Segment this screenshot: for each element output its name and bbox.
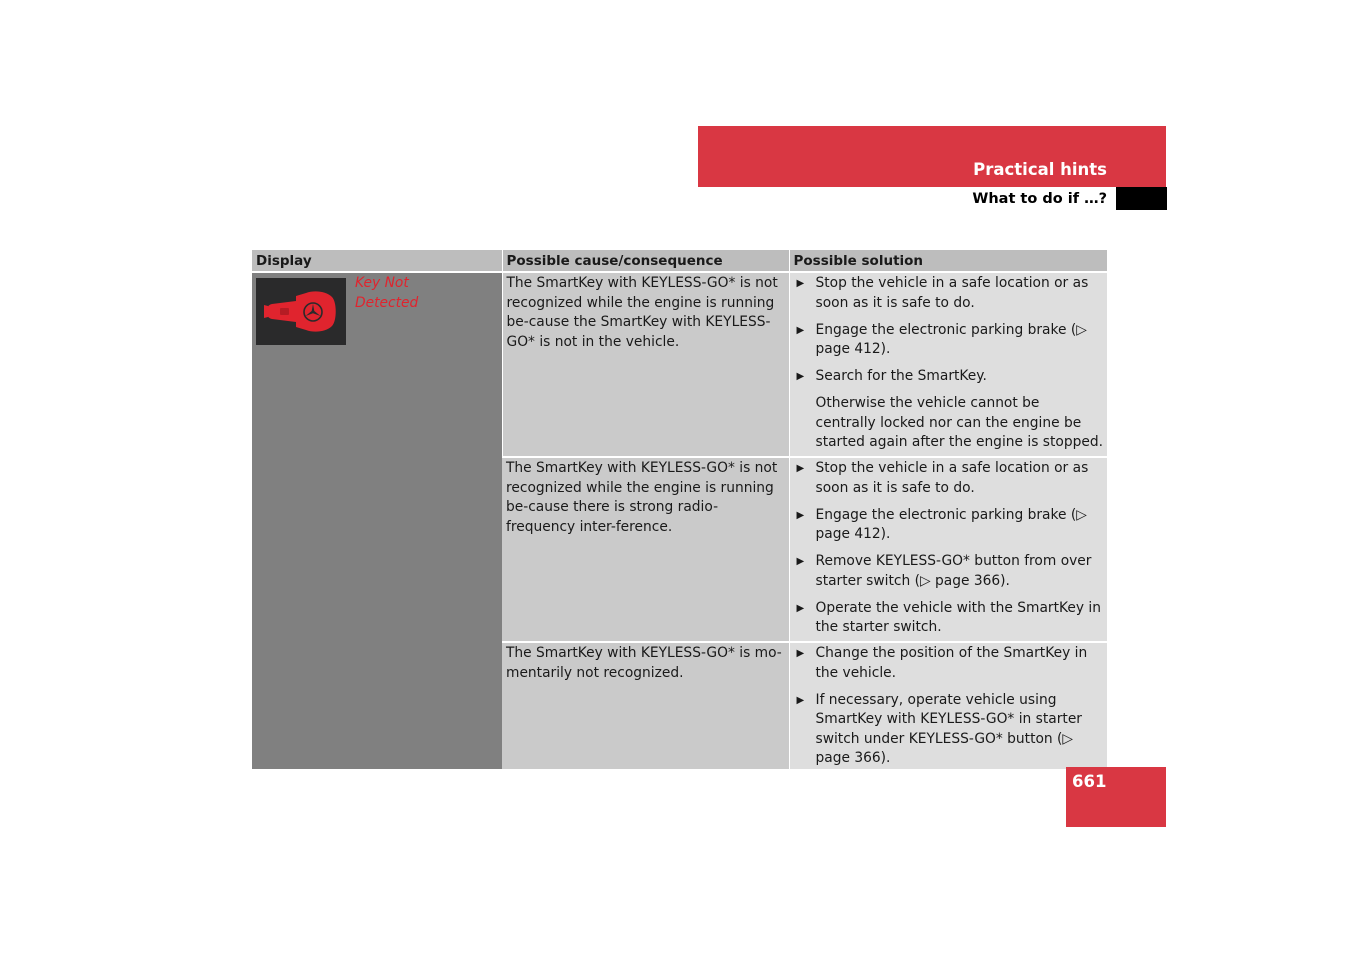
solution-step — [794, 691, 1104, 769]
step-text: Search for the SmartKey. — [815, 368, 987, 384]
solution-step — [794, 644, 1104, 683]
arrow-bullet-icon: ▶ — [796, 602, 805, 614]
solution-step — [794, 321, 1104, 360]
arrow-bullet-icon: ▶ — [796, 556, 805, 567]
page-number: 661 — [1072, 772, 1107, 791]
step-text: Stop the vehicle in a safe location or as soon as it is safe to do. — [815, 460, 1089, 496]
arrow-bullet-icon: ▶ — [796, 509, 805, 521]
step-text: Remove KEYLESS-GO* button from over starter switch (▷ page 366). — [815, 553, 1092, 589]
troubleshooting-table — [252, 250, 1107, 769]
solution-step — [794, 506, 1104, 545]
step-text: Stop the vehicle in a safe location or as soon as it is safe to do. — [815, 275, 1089, 311]
cause-cell: The SmartKey with KEYLESS-GO* is not recognized while the engine is running be-cause there is strong radio-frequency inter-ference. — [502, 457, 789, 642]
column-header-display: Display — [252, 250, 502, 272]
step-text: Engage the electronic parking brake (▷ page 412). — [815, 321, 1087, 357]
arrow-bullet-icon: ▶ — [796, 371, 805, 382]
cause-cell: The SmartKey with KEYLESS-GO* is mo-mentarily not recognized. — [502, 642, 789, 769]
column-header-solution: Possible solution — [789, 250, 1107, 272]
solution-step — [794, 459, 1104, 498]
table-row — [252, 272, 1107, 457]
display-cell — [252, 272, 502, 769]
solution-step — [794, 274, 1104, 313]
arrow-bullet-icon: ▶ — [796, 694, 805, 706]
solution-cell — [789, 272, 1107, 457]
arrow-bullet-icon: ▶ — [796, 278, 805, 289]
solution-cell — [789, 642, 1107, 769]
display-message-line2: Detected — [355, 294, 419, 311]
table-header-row — [252, 250, 1107, 272]
arrow-bullet-icon: ▶ — [796, 463, 805, 474]
step-text: Engage the electronic parking brake (▷ page 412). — [815, 506, 1087, 542]
solution-note: Otherwise the vehicle cannot be centrally locked nor can the engine be started again after the engine is stopped. — [815, 395, 1103, 450]
arrow-bullet-icon: ▶ — [796, 324, 805, 336]
solution-step — [794, 599, 1104, 638]
solution-cell — [789, 457, 1107, 642]
display-message — [355, 274, 418, 313]
cause-cell: The SmartKey with KEYLESS-GO* is not recognized while the engine is running be-cause the SmartKey with KEYLESS-GO* is not in the vehicle. — [502, 272, 789, 457]
smartkey-icon — [256, 278, 346, 345]
section-title: Practical hints — [973, 160, 1107, 179]
arrow-bullet-icon: ▶ — [796, 648, 805, 659]
solution-step — [794, 552, 1104, 591]
solution-step — [794, 367, 1104, 387]
page-number-band — [1066, 767, 1166, 827]
display-message-line1: Key Not — [355, 275, 409, 291]
tab-marker — [1116, 187, 1167, 210]
column-header-cause: Possible cause/consequence — [502, 250, 789, 272]
step-text: If necessary, operate vehicle using SmartKey with KEYLESS-GO* in starter switch under KEYLESS-GO* button (▷ page 366). — [815, 691, 1082, 766]
step-text: Operate the vehicle with the SmartKey in the starter switch. — [815, 599, 1101, 635]
step-text: Change the position of the SmartKey in the vehicle. — [815, 645, 1088, 681]
subsection-title: What to do if …? — [972, 191, 1107, 207]
